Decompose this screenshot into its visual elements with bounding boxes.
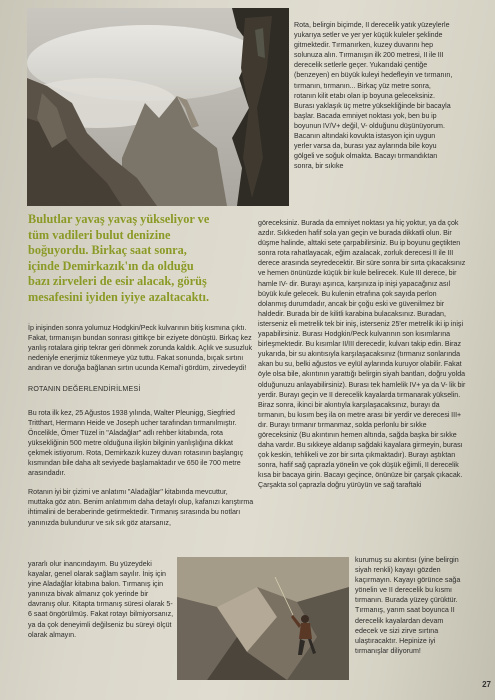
- paragraph-summit: İp inişinden sonra yolumuz Hodgkin/Peck kulvarının bitiş kısmına çıktı. Fakat, tırmanışın bundan sonrası gittikçe bir eziyete dönüştü. Birkaç kez yanlış rotalara girip tekrar geri dönmek zorunda kaldık. Açlık ve susuzluk nedeniyle enerjimiz tükenmeye yüz tuttu. Fakat sonunda, bıçak sırtını andıran ve doruğa bağlanan sırtın ucunda Kemal'i gördüm, zirvedeydi!: [28, 324, 253, 373]
- climber-photo: [177, 557, 349, 680]
- pull-quote-line: tüm vadileri bulut denizine: [28, 227, 171, 242]
- paragraph-guidebook-continued: yararlı olur inancındayım. Bu yüzeydeki kayalar, genel olarak sağlam sayılır. İniş için yine Aladağlar kitabına bakın. Tırmanış için yanınıza bivak almanız çok yerinde bir davranış olur. Kitapta tırmanış süresi olarak 5-6 saat öngörülmüş. Fakat rotayı bilmiyorsanız, ya da çok deneyimli değilseniz bu süreyi ölçüt olarak almayın.: [28, 560, 174, 639]
- pull-quote-line: bazı zirveleri de esir alacak, görüş: [28, 274, 207, 289]
- pull-quote-line: içinde Demirkazık'ın da olduğu: [28, 258, 194, 273]
- pull-quote-line: mesafesini iyiden iyiye azaltacaktı.: [28, 289, 210, 304]
- page-number: 27: [482, 680, 491, 689]
- section-heading: ROTANIN DEĞERLENDİRİLMESİ: [28, 385, 141, 394]
- right-column-top: [294, 20, 454, 171]
- paragraph-route-start: Rota, belirgin biçimde, II derecelik yatık yüzeylerle yukarıya setler ve yer yer küçük kuleler şeklinde gitmektedir. Tırmanırken, kuzey duvarını hep solunuza alın. Tırmanışın ilk 200 metresi, II ile III derecelik setlerle geçer. Yukarıdaki çentiğe (benzeyen) en büyük kuleyi hedefleyin ve tırmanın, tırmanın, tırmanın... Birkaç yüz metre sonra, rotanın kilit etabı olan ip boyuna geleceksiniz. Burası yaklaşık üç metre yüksekliğinde bir bacayla başlar. Bacada emniyet noktası yok, ben bu ip boyunun IV/V+ değil, V- olduğunu düşünüyorum. Bacanın altındaki kovukta istasyon için uygun yerler varsa da, burası yaz aylarında bile koyu gölgeli ve soğuk olmakta. Bacayı tırmandıktan sonra, bir sıkıke: [294, 21, 453, 171]
- pull-quote-line: boğuyordu. Birkaç saat sonra,: [28, 243, 187, 258]
- pull-quote: [28, 212, 254, 306]
- paragraph-guidebook: Rotanın iyi bir çizimi ve anlatımı "Aladağlar" kitabında mevcuttur, muttaka göz atın. Benim anlatımım daha detaylı olup, kafanızı karıştırma ihtimalini de beraberinde getirmektedir. Tırmanış sırasında bu notları yanınızda bulundurur ve sık sık göz atarsanız,: [28, 488, 254, 527]
- pull-quote-line: Bulutlar yavaş yavaş yükseliyor ve: [28, 212, 210, 226]
- left-column: [28, 323, 254, 528]
- paragraph-route-description: göreceksiniz. Burada da emniyet noktası ya hiç yoktur, ya da çok azdır. Sıkkeden hafif sola yan geçin ve burada dikkatli olun. Bir düşme halinde, alttaki sete çarpabilirsiniz. Bu ip boyunu geçtikten sonra rota rahatlayacak, eğim azalacak, zorluk derecesi II ile III derece arasında seyredecektir. Bir süre sonra bir sırta çıkacaksınız ve hemen önünüzde küçük bir kule belirecek. Kule III derece, bir hamle IV- dir. Burayı aşırıca, karşınıza ip inişi yapacağınız asıl büyük kule gelecek. Bu kulenin etrafına çok sayıda perlon dolanmış durumdadır, ancak bir çoğu eski ve güvenilmez bir haldedir. Burada bir de kilitli karabina bulacaksınız. Buradan, isterseniz eli metrelik tek bir iniş, isterseniz 25'er metrelik iki ip inişi yapabilirsiniz. Burası Hodgkin/Peck kulvarının son kısımlarına birleşmektedir. Bu kısımlar II/III derecedir, kulvarı takip edin. Biraz yukarıda, bir su akıntısıyla karşılaşacaksınız (tırmanız sonlarında akan bu su, belki ağustos ve eylül aylarında kuruyor olabilir. Fakat öyle olsa bile, akıntının yarattığı belirgin siyah bantları, doğru yolda olduğunuzu anlayabilirsiniz). Burası tek hamlelik IV+ ya da V- lik bir yerdir. Burayı geçin ve II derecelik kayalarda tırmanarak yükselin. Biraz sonra, ikinci bir akıntıyla karşılaşacaksınız, burayı da tırmanın, bu kısım beş ila on metre arası bir yerdir ve derecesi III+ dır. Burayı tırmanır tırmanmaz, solda perlonlu bir sıkke göreceksiniz (Bu akıntının hemen altında, sağda başka bir sıkke daha vardır. Bu sıkkeye aldanıp sağdaki kayalara girmeyin, burası çok keskin, tehlikeli ve zor bir sırta çıkmaktadır). Burayı aştıktan sonra, hafif sağ çaprazla yönelin ve çok düşük eğimli, II derecelik kısa bir bacaya girin. Bacayı geçince, önünüze bir çarşak çıkacak. Çarşakta sol çaprazla doğru yürüyün ve sağ taraftaki: [258, 219, 466, 490]
- mountain-clouds-photo: [27, 8, 289, 206]
- right-column: [258, 218, 466, 491]
- paragraph-history: Bu rota ilk kez, 25 Ağustos 1938 yılında, Walter Pleunigg, Siegfried Tritthart, Hermann Heide ve Joseph ucher tarafından tırmanılmıştır. Öncelikle, Ömer Tüzel in "Aladağlar" adlı rehber kitabında, rota yüksekliğinin 500 metre olduğuna ilişkin bilginin yanlışlığına dikkat çekmek istiyorum. Rota, Demirkazık kuzey duvarı rotasının başlangıç kısmından bile daha alt seviyede başlamaktadır ve 650 ile 700 metre arasındadır.: [28, 408, 244, 478]
- paragraph-route-end: kurumuş su akıntısı (yine belirgin siyah renkli) kayayı gözden kaçırmayın. Kayayı görünce sağa yönelin ve II derecelik bu kısmı tırmanın. Burada yüzey çürüktür. Tırmanış, yarım saat boyunca II derecelik kayalardan devam edecek ve sizi zirve sırtına ulaştıracaktır. Hepinize iyi tırmanışlar diliyorum!: [355, 556, 461, 655]
